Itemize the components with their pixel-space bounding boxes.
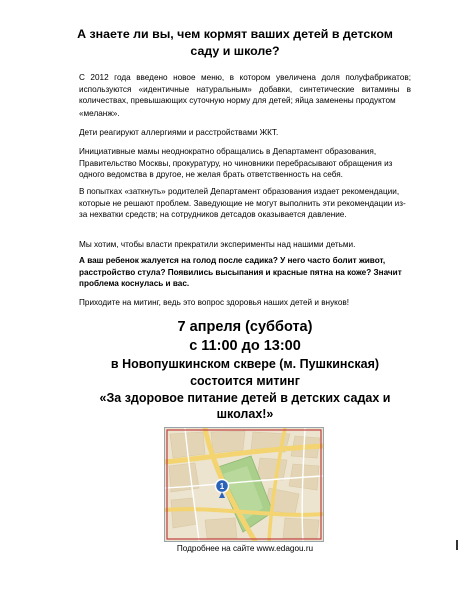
event-place: в Новопушкинском сквере (м. Пушкинская): [110, 357, 380, 371]
paragraph-demand: Мы хотим, чтобы власти прекратили эксперименты над нашими детьми.: [79, 240, 356, 249]
footer-website-note: Подробнее на сайте www.edagou.ru: [176, 544, 314, 553]
paragraph-mothers-appeals: Инициативные мамы неоднократно обращались в Департамент образования, Правительство Москвы, прокуратуру, но чиновники перебрасывают обращения из одного ведомства в другое, не желая брать ответственность на себя.: [79, 147, 393, 180]
map-marker-label: 1: [219, 482, 225, 491]
paragraph-melange: «меланж».: [79, 109, 120, 118]
event-slogan: «За здоровое питание детей в детских садах и школах!»: [99, 391, 391, 421]
paragraph-invitation: Приходите на митинг, ведь это вопрос здоровья наших детей и внуков!: [79, 298, 350, 307]
leaflet-title: А знаете ли вы, чем кормят ваших детей в детском саду и школе?: [77, 27, 393, 58]
event-announcement: [70, 318, 420, 422]
paragraph-new-menu: С 2012 года введено новое меню, в котором увеличена доля полуфабрикатов; используются «идентичные натуральным» добавки, синтетические витамины в количествах, превышающих суточную норму для детей; яйца заменены продуктом: [79, 73, 411, 106]
location-map: [164, 427, 324, 542]
event-time: с 11:00 до 13:00: [189, 338, 301, 354]
event-action: состоится митинг: [190, 374, 300, 388]
event-date: 7 апреля (суббота): [177, 319, 313, 335]
paragraph-symptoms: А ваш ребенок жалуется на голод после садика? У него часто болит живот, расстройство стула? Появились высыпания и красные пятна на коже? Значит проблема коснулась и вас.: [79, 256, 402, 289]
scan-edge-mark: [456, 540, 458, 550]
map-graphic: [165, 428, 323, 541]
paragraph-allergies: Дети реагируют аллергиями и расстройствами ЖКТ.: [79, 128, 279, 137]
paragraph-recommendations: В попытках «заткнуть» родителей Департамент образования издает рекомендации, которые не решают проблем. Заведующие не могут выполнить эти рекомендации из-за нехватки средств; на сотрудников детсадов оказывается давление.: [79, 187, 406, 220]
